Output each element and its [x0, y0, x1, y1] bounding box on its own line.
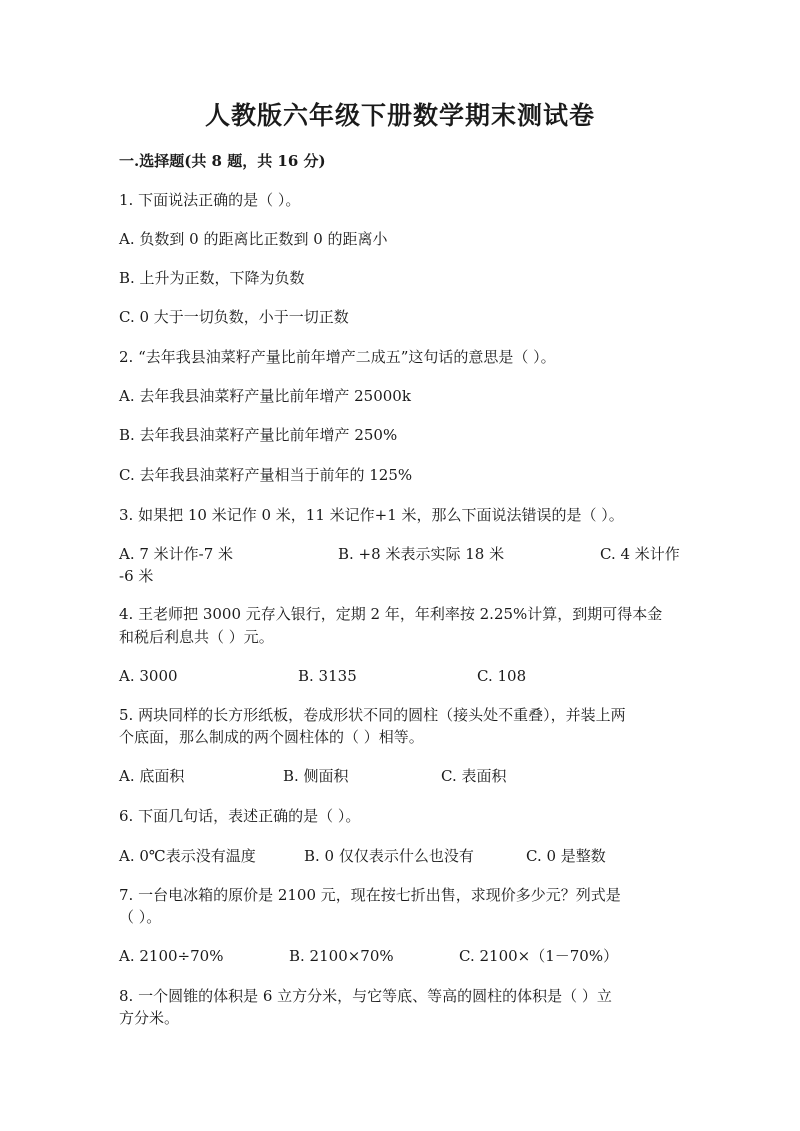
- question-5-option-b: B. 侧面积: [283, 767, 349, 785]
- question-5-stem-line-2: 个底面，那么制成的两个圆柱体的（ ）相等。: [119, 728, 424, 746]
- question-1-option-b: B. 上升为正数，下降为负数: [119, 269, 305, 287]
- question-7-stem-line-1: 7. 一台电冰箱的原价是 2100 元，现在按七折出售，求现价多少元？列式是: [119, 886, 621, 904]
- question-6-option-a: A. 0℃表示没有温度: [119, 847, 256, 865]
- question-4-option-b: B. 3135: [298, 667, 357, 685]
- question-6-option-c: C. 0 是整数: [526, 847, 606, 865]
- question-4-option-a: A. 3000: [119, 667, 178, 685]
- question-2-option-c: C. 去年我县油菜籽产量相当于前年的 125%: [119, 466, 413, 484]
- question-1-option-a: A. 负数到 0 的距离比正数到 0 的距离小: [119, 230, 388, 248]
- section-heading: 一.选择题(共 8 题，共 16 分): [119, 152, 326, 170]
- question-1-stem: 1. 下面说法正确的是（ ）。: [119, 191, 301, 209]
- question-7-stem-line-2: （ ）。: [119, 908, 162, 926]
- question-3-option-b: B. +8 米表示实际 18 米: [338, 545, 505, 563]
- question-2-option-b: B. 去年我县油菜籽产量比前年增产 250%: [119, 426, 398, 444]
- question-6-option-b: B. 0 仅仅表示什么也没有: [304, 847, 474, 865]
- question-7-option-c: C. 2100×（1－70%）: [459, 947, 619, 965]
- question-5-stem-line-1: 5. 两块同样的长方形纸板，卷成形状不同的圆柱（接头处不重叠），并装上两: [119, 706, 626, 724]
- question-6-stem: 6. 下面几句话，表述正确的是（ ）。: [119, 807, 361, 825]
- question-2-option-a: A. 去年我县油菜籽产量比前年增产 25000k: [119, 387, 411, 405]
- question-8-stem-line-2: 方分米。: [119, 1009, 180, 1027]
- question-5-option-c: C. 表面积: [441, 767, 507, 785]
- question-5-option-a: A. 底面积: [119, 767, 185, 785]
- question-1-option-c: C. 0 大于一切负数，小于一切正数: [119, 308, 349, 326]
- question-4-option-c: C. 108: [477, 667, 527, 685]
- question-3-option-a: A. 7 米计作-7 米: [119, 545, 234, 563]
- question-3-option-c-continued: -6 米: [119, 567, 154, 585]
- question-4-stem-line-1: 4. 王老师把 3000 元存入银行，定期 2 年，年利率按 2.25%计算，到期可得本金: [119, 605, 663, 623]
- question-7-option-b: B. 2100×70%: [289, 947, 394, 965]
- question-2-stem: 2. “去年我县油菜籽产量比前年增产二成五”这句话的意思是（ ）。: [119, 348, 556, 366]
- page-title: 人教版六年级下册数学期末测试卷: [204, 101, 595, 130]
- question-3-stem: 3. 如果把 10 米记作 0 米，11 米记作+1 米，那么下面说法错误的是（ ）。: [119, 506, 624, 524]
- question-7-option-a: A. 2100÷70%: [119, 947, 224, 965]
- question-3-option-c: C. 4 米计作: [600, 545, 680, 563]
- question-8-stem-line-1: 8. 一个圆锥的体积是 6 立方分米，与它等底、等高的圆柱的体积是（ ）立: [119, 987, 612, 1005]
- question-4-stem-line-2: 和税后利息共（ ）元。: [119, 628, 274, 646]
